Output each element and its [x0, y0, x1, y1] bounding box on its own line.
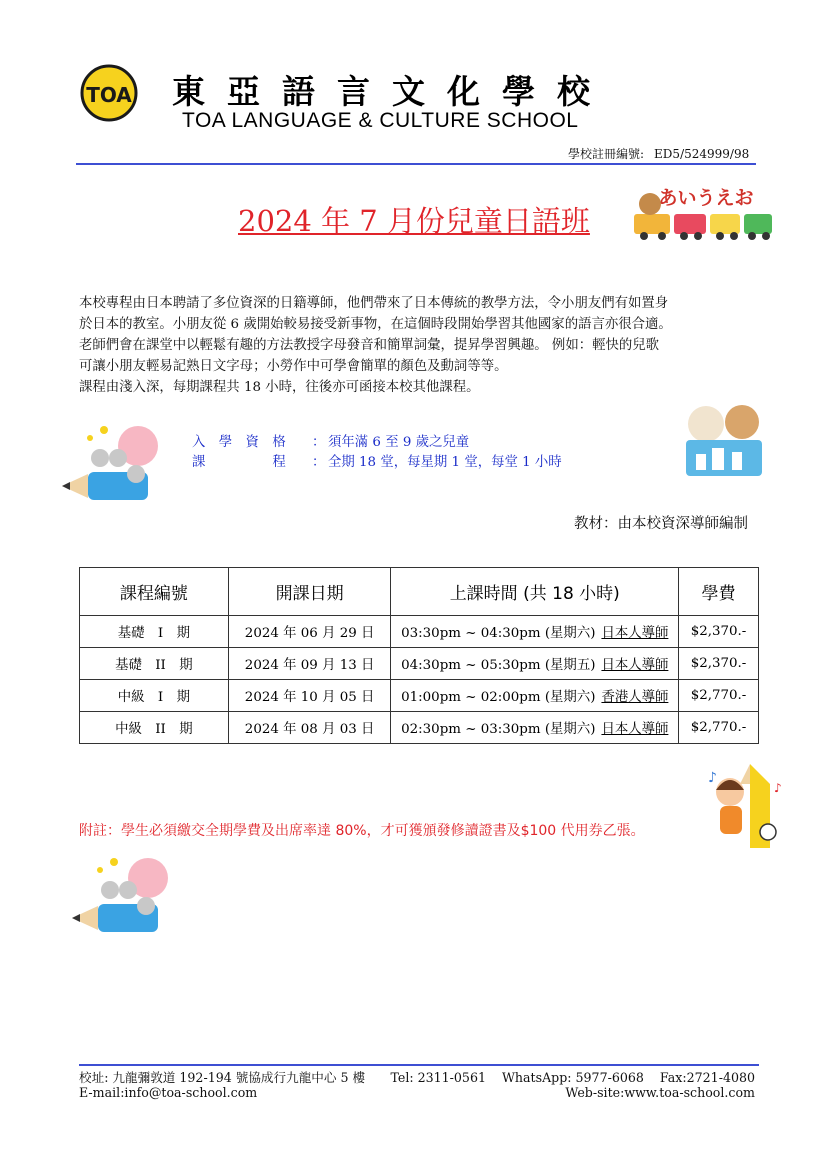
course-code: 基礎 II 期 — [80, 648, 229, 680]
start-date: 2024 年 09 月 13 日 — [228, 648, 391, 680]
requirement-course — [192, 453, 562, 473]
footer — [79, 1070, 755, 1100]
school-name-zh: 東亞語言文化學校 — [172, 72, 612, 111]
registration-number — [568, 145, 749, 162]
header-course-code: 課程編號 — [80, 568, 229, 616]
svg-text:♪: ♪ — [708, 770, 717, 786]
intro-line: 本校專程由日本聘請了多位資深的日籍導師，他們帶來了日本傳統的教學方法，令小朋友們有如置身 — [79, 296, 669, 311]
fee: $2,370.- — [679, 648, 759, 680]
mice-pencil-illustration — [70, 856, 170, 936]
class-time-cell — [391, 680, 679, 712]
fee: $2,370.- — [679, 616, 759, 648]
footer-whatsapp: WhatsApp: 5977-6068 — [501, 1070, 644, 1085]
school-name-en: TOA LANGUAGE & CULTURE SCHOOL — [182, 109, 579, 132]
reading-animals-illustration — [676, 400, 772, 480]
svg-text:♪: ♪ — [774, 781, 782, 795]
train-art-text: あいうえお — [658, 187, 754, 209]
page-title: 2024 年 7 月份兒童日語班 — [238, 204, 590, 238]
school-logo — [80, 64, 138, 122]
course-code: 中級 I 期 — [80, 680, 229, 712]
footnote: 附註：學生必須繳交全期學費及出席率達 80%，才可獲頒發修讀證書及$100 代用券乙張。 — [79, 823, 645, 839]
registration-label: 學校註冊編號: — [568, 147, 645, 161]
mice-pencil-illustration — [60, 424, 160, 504]
class-time-cell — [391, 712, 679, 744]
requirement-label: 課 程 — [192, 455, 286, 470]
course-code: 基礎 I 期 — [80, 616, 229, 648]
requirement-colon: ： — [312, 435, 326, 450]
class-time: 01:00pm ~ 02:00pm (星期六) — [401, 690, 596, 705]
footer-email: E-mail:info@toa-school.com — [79, 1085, 258, 1100]
intro-line: 課程由淺入深，每期課程共 18 小時，往後亦可函接本校其他課程。 — [79, 380, 480, 395]
header-divider — [76, 163, 756, 165]
requirement-value: 全期 18 堂，每星期 1 堂，每堂 1 小時 — [328, 455, 562, 470]
table-row — [80, 616, 759, 648]
teacher-type: 香港人導師 — [601, 690, 669, 705]
intro-line: 於日本的教室。小朋友從 6 歲開始較易接受新事物，在這個時段開始學習其他國家的語言亦很合適。 — [79, 317, 672, 332]
fee: $2,770.- — [679, 680, 759, 712]
intro-line: 老師們會在課堂中以輕鬆有趣的方法教授字母發音和簡單詞彙，提昇學習興趣。 例如：輕快的兒歌 — [79, 338, 660, 353]
table-header-row — [80, 568, 759, 616]
teacher-type: 日本人導師 — [601, 626, 669, 641]
table-row — [80, 648, 759, 680]
teacher-type: 日本人導師 — [601, 722, 669, 737]
requirement-colon: ： — [312, 455, 326, 470]
registration-value: ED5/524999/98 — [654, 147, 750, 161]
class-time: 02:30pm ~ 03:30pm (星期六) — [401, 722, 596, 737]
logo-text: TOA — [86, 83, 132, 107]
requirement-age — [192, 433, 562, 453]
requirement-value: 須年滿 6 至 9 歲之兒童 — [328, 435, 470, 450]
requirement-label: 入 學 資 格 — [192, 435, 286, 450]
footer-website: Web-site:www.toa-school.com — [565, 1085, 755, 1100]
footer-fax: Fax:2721-4080 — [659, 1070, 755, 1085]
footer-address: 校址: 九龍彌敦道 192-194 號協成行九龍中心 5 樓 — [79, 1070, 366, 1085]
materials-note: 教材：由本校資深導師編制 — [574, 516, 748, 532]
class-time: 03:30pm ~ 04:30pm (星期六) — [401, 626, 596, 641]
kid-pencil-illustration — [700, 762, 786, 852]
class-time-cell — [391, 648, 679, 680]
teacher-type: 日本人導師 — [601, 658, 669, 673]
class-time: 04:30pm ~ 05:30pm (星期五) — [401, 658, 596, 673]
footer-tel: Tel: 2311-0561 — [390, 1070, 486, 1085]
course-code: 中級 II 期 — [80, 712, 229, 744]
header-class-time: 上課時間 (共 18 小時) — [391, 568, 679, 616]
course-schedule-table — [79, 567, 759, 744]
intro-text — [79, 293, 759, 398]
header-start-date: 開課日期 — [228, 568, 391, 616]
course-requirements — [192, 433, 562, 473]
header-fee: 學費 — [679, 568, 759, 616]
start-date: 2024 年 08 月 03 日 — [228, 712, 391, 744]
table-row — [80, 680, 759, 712]
train-illustration — [630, 180, 776, 240]
fee: $2,770.- — [679, 712, 759, 744]
start-date: 2024 年 10 月 05 日 — [228, 680, 391, 712]
table-row — [80, 712, 759, 744]
class-time-cell — [391, 616, 679, 648]
footer-divider — [79, 1064, 759, 1066]
start-date: 2024 年 06 月 29 日 — [228, 616, 391, 648]
intro-line: 可讓小朋友輕易記熟日文字母；小勞作中可學會簡單的顏色及動詞等等。 — [79, 359, 508, 374]
